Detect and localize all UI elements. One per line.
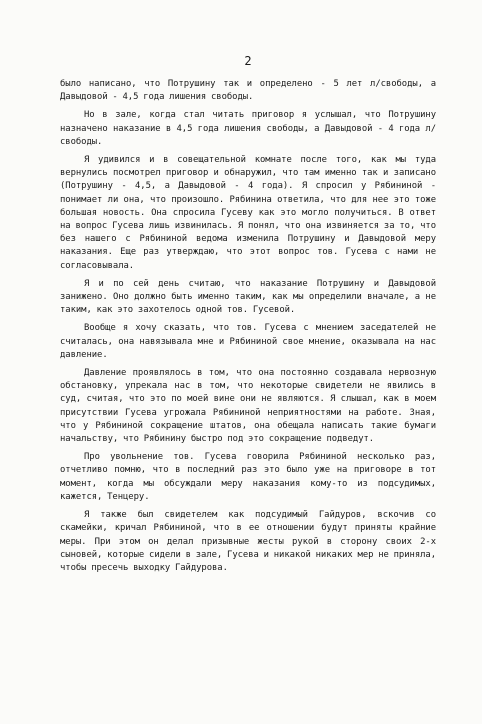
paragraph-3: Я удивился и в совещательной комнате после того, как мы туда вернулись посмотрел приговор и обнаружил, что там именно так и записано (Потрушину - 4,5, а Давыдовой - 4 года). Я спросил у Рябининой - понимает ли она, что произошло. Рябинина ответила, что для нее это тоже большая новость. Она спросила Гусеву как это могло получиться. В ответ на вопрос Гусева лишь извинилась. Я понял, что она извиняется за то, что без нашего с Рябининой ведома изменила Потрушину и Давыдовой меру наказания. Еще раз утверждаю, что этот вопрос тов. Гусева с нами не согласовывала. xyxy=(60,155,436,271)
paragraph-1: было написано, что Потрушину так и определено - 5 лет л/свободы, а Давыдовой - 4,5 года лишения свободы. xyxy=(60,79,436,103)
paragraph-5: Вообще я хочу сказать, что тов. Гусева с мнением заседателей не считалась, она навязывала мне и Рябининой свое мнение, оказывала на нас давление. xyxy=(60,323,436,360)
paragraph-7: Про увольнение тов. Гусева говорила Рябининой несколько раз, отчетливо помню, что в последний раз это было уже на приговоре в тот момент, когда мы обсуждали меру наказания кому-то из подсудимых, кажется, Тенцеру. xyxy=(60,452,436,502)
paragraph-8: Я также был свидетелем как подсудимый Гайдуров, вскочив со скамейки, кричал Рябининой, что в ее отношении будут приняты крайние меры. При этом он делал призывные жесты рукой в сторону своих 2-х сыновей, которые сидели в зале, Гусева и никакой никаких мер не приняла, чтобы пресечь выходку Гайдурова. xyxy=(60,510,436,573)
paragraph-4: Я и по сей день считаю, что наказание Потрушину и Давыдовой занижено. Оно должно быть именно таким, как мы определили вначале, а не таким, как это захотелось одной тов. Гусевой. xyxy=(60,278,436,316)
document-body xyxy=(60,78,436,575)
paragraph-2: Но в зале, когда стал читать приговор я услышал, что Потрушину назначено наказание в 4,5 года лишения свободы, а Давыдовой - 4 года л/свободы. xyxy=(60,110,436,147)
page-number: 2 xyxy=(244,54,252,68)
paragraph-6: Давление проявлялось в том, что она постоянно создавала нервозную обстановку, упрекала нас в том, что некоторые свидетели не явились в суд, считая, что это по моей вине они не являются. Я слышал, как в моем присутствии Гусева угрожала Рябининой неприятностями на работе. Зная, что у Рябининой сокращение штатов, она обещала написать такие бумаги начальству, что Рябинину быстро под это сокращение подведут. xyxy=(60,368,436,445)
